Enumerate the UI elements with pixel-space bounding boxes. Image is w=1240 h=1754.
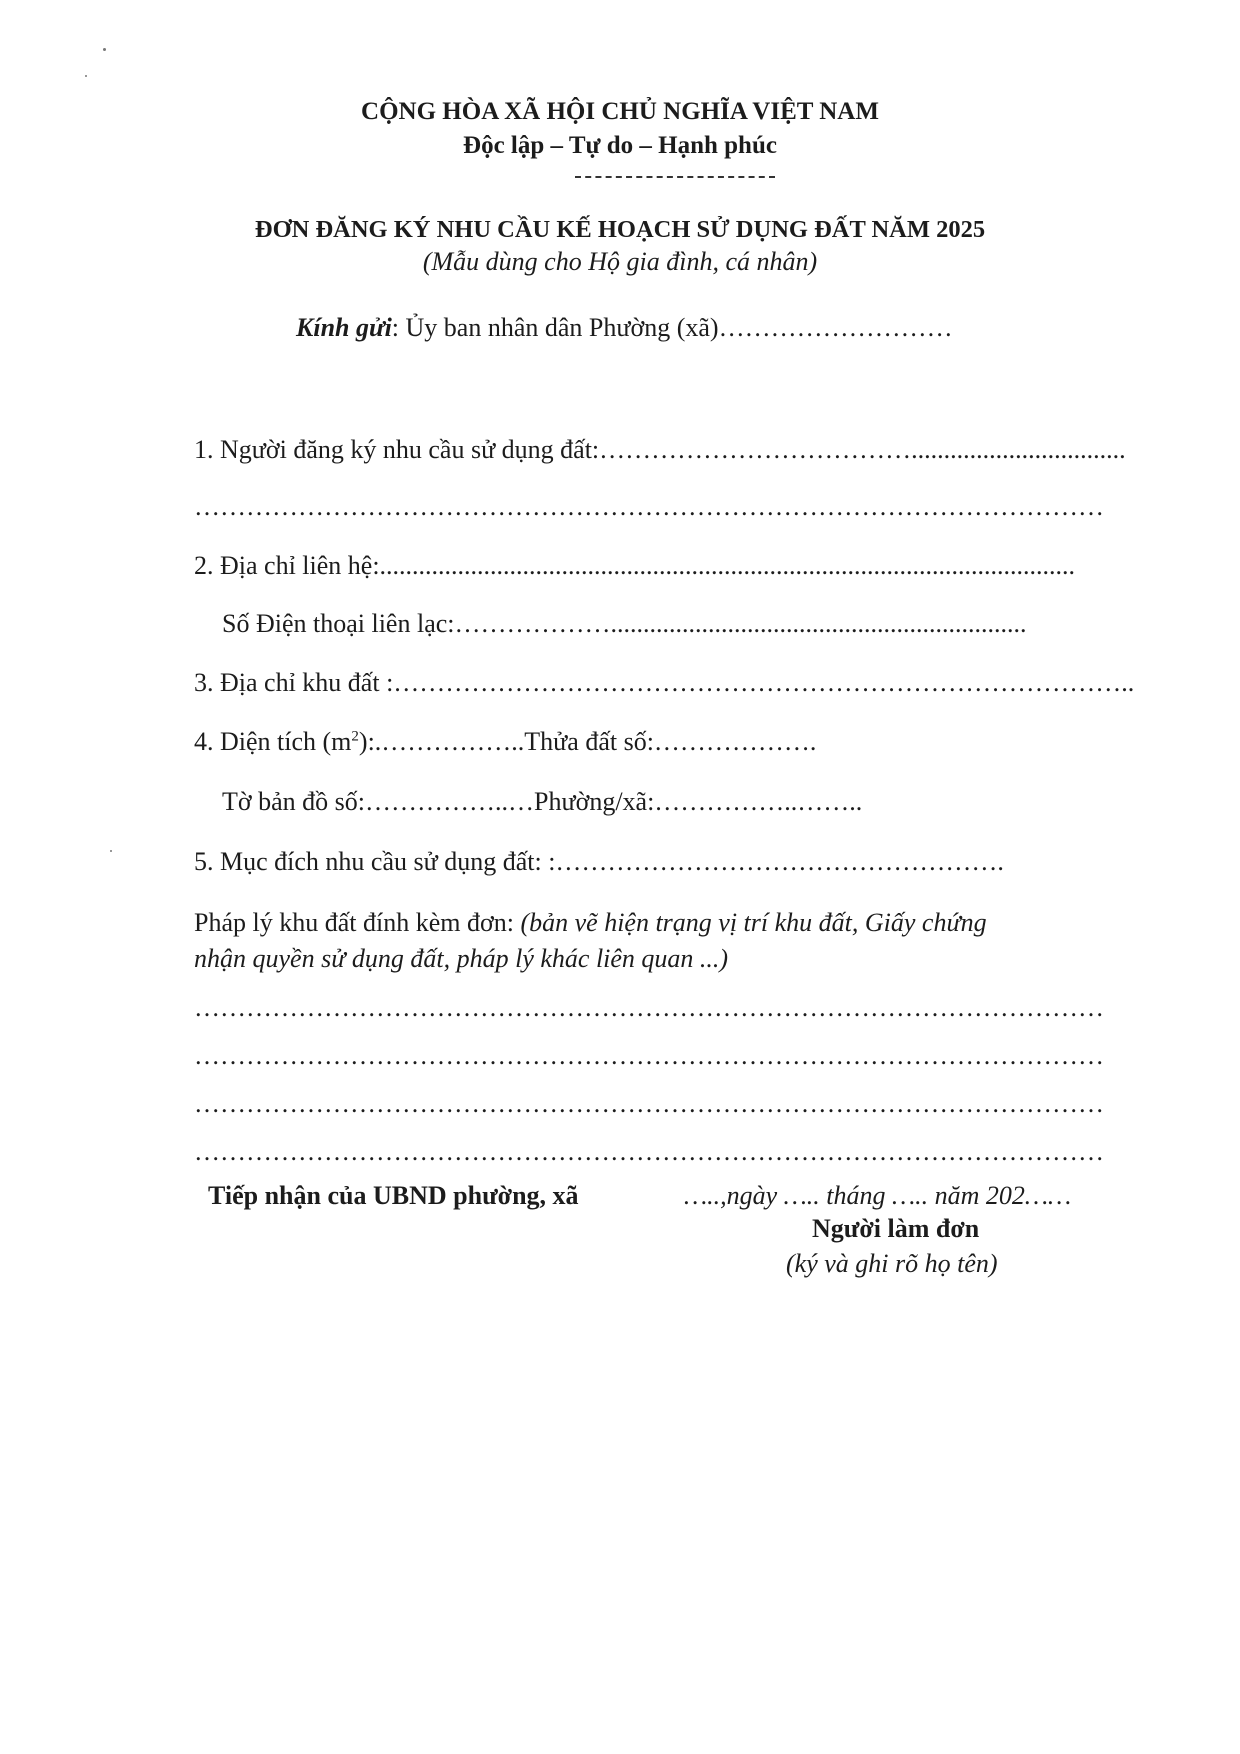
legal-docs-note-1: (bản vẽ hiện trạng vị trí khu đất, Giấy chứng — [520, 908, 987, 937]
field-applicant[interactable]: 1. Người đăng ký nhu cầu sử dụng đất:………………………………................................. — [194, 435, 1126, 464]
nation-title: CỘNG HÒA XÃ HỘI CHỦ NGHĨA VIỆT NAM — [361, 98, 879, 125]
header-separator — [575, 176, 775, 178]
field-area-parcel[interactable] — [194, 726, 816, 758]
field-contact-address[interactable]: 2. Địa chỉ liên hệ:........................................................................................................... — [194, 551, 1076, 580]
legal-docs-note-2: nhận quyền sử dụng đất, pháp lý khác liên quan ...) — [194, 944, 729, 973]
national-motto: Độc lập – Tự do – Hạnh phúc — [463, 132, 777, 159]
scan-speck — [110, 850, 112, 852]
legal-docs-line-1 — [194, 907, 987, 939]
area-label-prefix: 4. Diện tích (m — [194, 727, 352, 756]
signature-note: (ký và ghi rõ họ tên) — [786, 1249, 998, 1278]
form-subtitle: (Mẫu dùng cho Hộ gia đình, cá nhân) — [422, 247, 818, 276]
legal-docs-blank-line[interactable]: …………………………………………………………………………………………… — [194, 993, 1104, 1022]
receiver-label: Tiếp nhận của UBND phường, xã — [208, 1181, 579, 1210]
area-label-suffix: ):.……………..Thửa đất số:………………. — [358, 727, 817, 756]
field-land-use-purpose[interactable]: 5. Mục đích nhu cầu sử dụng đất: :……………………………………………. — [194, 847, 1004, 876]
area-unit-superscript: 2 — [351, 728, 359, 745]
field-applicant-continuation[interactable]: …………………………………………………………………………………………… — [194, 492, 1104, 521]
legal-docs-blank-line[interactable]: …………………………………………………………………………………………… — [194, 1041, 1104, 1070]
date-line[interactable]: …..,ngày ….. tháng ….. năm 202…… — [684, 1181, 1072, 1210]
legal-docs-blank-line[interactable]: …………………………………………………………………………………………… — [194, 1137, 1104, 1166]
legal-docs-blank-line[interactable]: …………………………………………………………………………………………… — [194, 1089, 1104, 1118]
field-phone[interactable]: Số Điện thoại liên lạc:………………................................................................ — [222, 609, 1027, 638]
scan-speck — [103, 48, 106, 51]
scan-speck — [85, 75, 87, 77]
legal-docs-label: Pháp lý khu đất đính kèm đơn: — [194, 908, 521, 937]
signer-label: Người làm đơn — [812, 1214, 980, 1243]
field-map-sheet-ward[interactable]: Tờ bản đồ số:……………..…Phường/xã:……………..…….. — [222, 787, 863, 816]
form-title: ĐƠN ĐĂNG KÝ NHU CẦU KẾ HOẠCH SỬ DỤNG ĐẤT NĂM 2025 — [254, 216, 986, 243]
field-land-address[interactable]: 3. Địa chỉ khu đất :………………………………………………………………………….. — [194, 668, 1135, 697]
greeting — [296, 312, 953, 344]
greeting-text: : Ủy ban nhân dân Phường (xã)……………………… — [391, 313, 953, 342]
greeting-label: Kính gửi — [296, 313, 392, 342]
